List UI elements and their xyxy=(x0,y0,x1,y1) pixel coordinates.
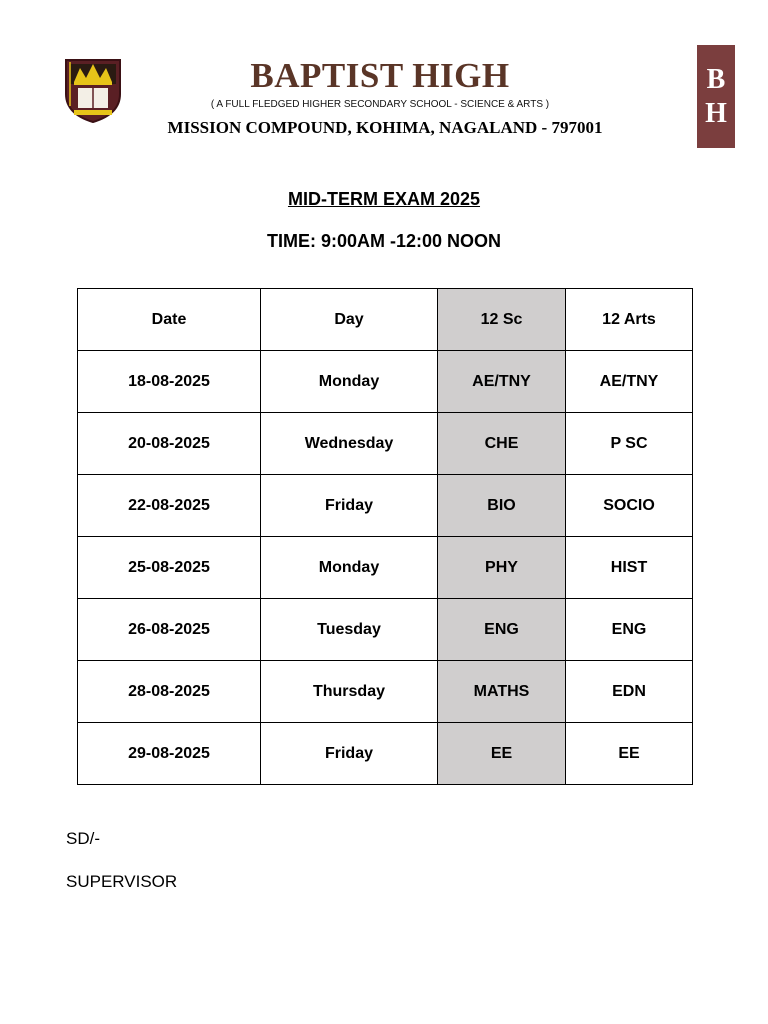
cell-12-arts: P SC xyxy=(566,413,693,475)
monogram-letter-b: B xyxy=(706,63,726,95)
cell-day: Tuesday xyxy=(261,599,438,661)
table-row xyxy=(78,661,693,723)
cell-date: 26-08-2025 xyxy=(78,599,261,661)
cell-day: Thursday xyxy=(261,661,438,723)
cell-date: 29-08-2025 xyxy=(78,723,261,785)
signatory-title: SUPERVISOR xyxy=(66,872,178,891)
header-day: Day xyxy=(261,289,438,351)
cell-date: 25-08-2025 xyxy=(78,537,261,599)
cell-12-sc: CHE xyxy=(438,413,566,475)
cell-day: Monday xyxy=(261,537,438,599)
cell-12-sc: AE/TNY xyxy=(438,351,566,413)
cell-12-arts: EDN xyxy=(566,661,693,723)
exam-title: MID-TERM EXAM 2025 xyxy=(287,189,481,209)
exam-schedule-table xyxy=(77,288,693,785)
exam-time: TIME: 9:00AM -12:00 NOON xyxy=(266,231,502,251)
table-row xyxy=(78,351,693,413)
school-name: BAPTIST HIGH xyxy=(250,56,510,95)
header-date: Date xyxy=(78,289,261,351)
cell-date: 22-08-2025 xyxy=(78,475,261,537)
header-12-sc: 12 Sc xyxy=(438,289,566,351)
table-row xyxy=(78,413,693,475)
cell-day: Monday xyxy=(261,351,438,413)
cell-12-arts: EE xyxy=(566,723,693,785)
cell-date: 28-08-2025 xyxy=(78,661,261,723)
cell-day: Friday xyxy=(261,723,438,785)
cell-12-sc: ENG xyxy=(438,599,566,661)
cell-day: Friday xyxy=(261,475,438,537)
cell-12-sc: PHY xyxy=(438,537,566,599)
table-row xyxy=(78,723,693,785)
table-row xyxy=(78,599,693,661)
cell-12-sc: MATHS xyxy=(438,661,566,723)
school-address: MISSION COMPOUND, KOHIMA, NAGALAND - 797001 xyxy=(167,118,603,137)
cell-12-arts: HIST xyxy=(566,537,693,599)
monogram-badge xyxy=(697,45,735,148)
school-crest-icon xyxy=(62,54,124,124)
table-row xyxy=(78,537,693,599)
cell-day: Wednesday xyxy=(261,413,438,475)
cell-12-arts: AE/TNY xyxy=(566,351,693,413)
cell-12-sc: EE xyxy=(438,723,566,785)
cell-12-arts: ENG xyxy=(566,599,693,661)
cell-date: 18-08-2025 xyxy=(78,351,261,413)
monogram-letter-h: H xyxy=(705,97,727,129)
header-12-arts: 12 Arts xyxy=(566,289,693,351)
table-row xyxy=(78,475,693,537)
cell-12-arts: SOCIO xyxy=(566,475,693,537)
cell-date: 20-08-2025 xyxy=(78,413,261,475)
table-header-row xyxy=(78,289,693,351)
cell-12-sc: BIO xyxy=(438,475,566,537)
signature-mark: SD/- xyxy=(66,829,100,848)
school-tagline: ( A FULL FLEDGED HIGHER SECONDARY SCHOOL - SCIENCE & ARTS ) xyxy=(210,99,550,110)
